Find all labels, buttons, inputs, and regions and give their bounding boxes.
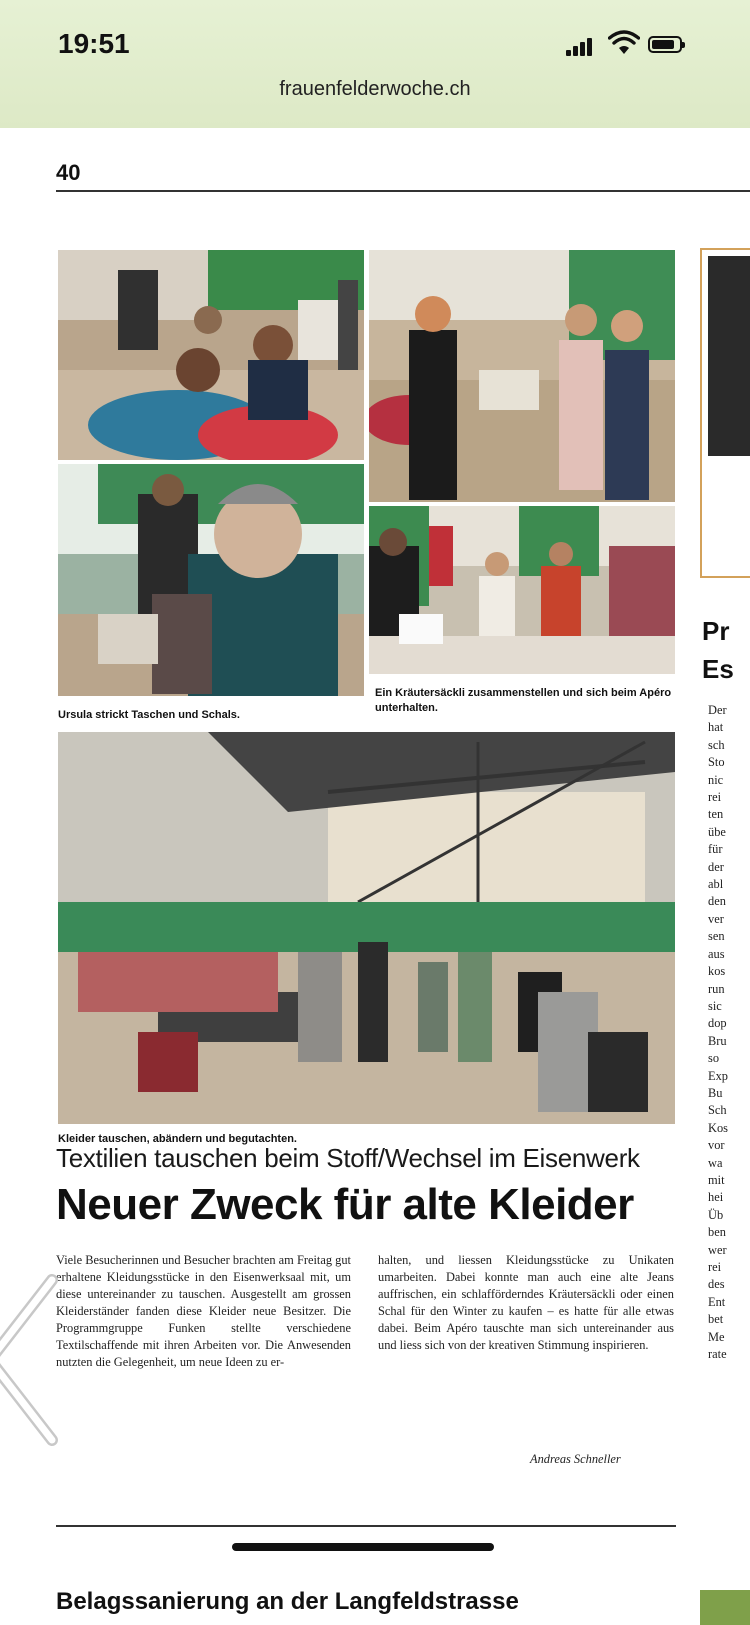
sidebar-text-line: aus bbox=[708, 946, 725, 961]
sidebar-text-line: ten bbox=[708, 807, 724, 822]
sidebar-ad-box[interactable] bbox=[700, 248, 750, 578]
address-bar-url[interactable]: frauenfelderwoche.ch bbox=[279, 78, 471, 100]
sidebar-text-line: run bbox=[708, 981, 725, 996]
sidebar-text-line: rei bbox=[708, 790, 722, 805]
photo-kraeutersaeckli[interactable] bbox=[369, 506, 675, 674]
sidebar-text-line: hei bbox=[708, 1190, 724, 1205]
photo-ursula-knitting[interactable] bbox=[58, 464, 364, 696]
sidebar-text-line: Ent bbox=[708, 1294, 726, 1309]
next-article-headline: Belagssanierung an der Langfeldstrasse bbox=[56, 1588, 519, 1615]
page-number: 40 bbox=[56, 160, 81, 185]
sidebar-text-line: wer bbox=[708, 1242, 727, 1257]
sidebar-text-line: Der bbox=[708, 703, 727, 717]
article-column-1: Viele Besucherinnen und Besucher brachten am Freitag gut erhaltene Kleidungsstücke in den Eisenwerksaal mit, um diese untereinander zu tauschen. Ausgestellt am grossen Kleiderständer fanden diese Kleider neue Besitzer. Die Programmgruppe Funken stellte verschiedene Textilschaffende mit ihren Arbeiten vor. Die Anwesenden nutzten die Gelegenheit, um neue Ideen zu er- bbox=[56, 1253, 351, 1369]
sidebar-text-line: vor bbox=[708, 1138, 725, 1153]
wifi-icon bbox=[608, 30, 640, 56]
sidebar-text-line: den bbox=[708, 894, 726, 909]
sidebar-text-line: dop bbox=[708, 1016, 727, 1031]
sidebar-text-line: mit bbox=[708, 1172, 725, 1187]
sidebar-text-line: abl bbox=[708, 877, 724, 892]
sidebar-text-line: bet bbox=[708, 1312, 724, 1327]
sidebar-text-line: Me bbox=[708, 1329, 725, 1344]
sidebar-text-line: Bru bbox=[708, 1033, 727, 1048]
caption-knitting: Ursula strickt Taschen und Schals. bbox=[58, 709, 240, 721]
article-column-2: halten, und liessen Kleidungsstücke zu Unikaten umarbeiten. Dabei konnte man auch eine alte Jeans auffrischen, ein schlafförderndes Kräutersäckli oder einen Schal für den Winter zu kaufen – es hatte für alle etwas dabei. Beim Apéro tauschte man sich untereinander aus und liess sich von der kreativen Stimmung inspirieren. bbox=[378, 1253, 674, 1352]
home-indicator[interactable] bbox=[232, 1543, 494, 1551]
sidebar-text-line: sch bbox=[708, 737, 725, 752]
sidebar-text-line: kos bbox=[708, 964, 726, 979]
battery-icon bbox=[648, 36, 682, 53]
sidebar-text-line: ben bbox=[708, 1225, 726, 1240]
sidebar-text-line: nic bbox=[708, 772, 724, 787]
sidebar-text-line: Sch bbox=[708, 1103, 727, 1118]
clock: 19:51 bbox=[58, 28, 130, 59]
sidebar-text-line: so bbox=[708, 1051, 720, 1066]
sidebar-text-line: rate bbox=[708, 1347, 727, 1362]
photo-eisenwerk-hall[interactable] bbox=[58, 732, 675, 1124]
sidebar-text-line: ver bbox=[708, 911, 724, 926]
sidebar-text-line: Sto bbox=[708, 755, 725, 770]
sidebar-article-text bbox=[708, 702, 750, 1363]
sidebar-text-line: Exp bbox=[708, 1068, 728, 1083]
sidebar-text-line: der bbox=[708, 859, 724, 874]
sidebar-text-line: Bu bbox=[708, 1085, 723, 1100]
signal-icon bbox=[566, 36, 596, 56]
browser-status-bar bbox=[0, 0, 750, 128]
sidebar-text-line: für bbox=[708, 842, 723, 857]
sidebar-text-line: hat bbox=[708, 720, 724, 735]
sidebar-text-line: wa bbox=[708, 1155, 723, 1170]
photo-workshop-table[interactable] bbox=[58, 250, 364, 460]
sidebar-text-line: übe bbox=[708, 824, 726, 839]
sidebar-text-line: des bbox=[708, 1277, 725, 1292]
sidebar-ad-image bbox=[708, 256, 750, 456]
footer-rule bbox=[56, 1525, 676, 1527]
caption-herbs: Ein Kräutersäckli zusammenstellen und sich beim Apéro unterhalten. bbox=[375, 687, 672, 714]
header-rule bbox=[56, 190, 750, 192]
sidebar-text-line: sen bbox=[708, 929, 725, 944]
sidebar-text-line: Kos bbox=[708, 1120, 728, 1135]
caption-hall: Kleider tauschen, abändern und begutachten. bbox=[58, 1133, 297, 1145]
close-icon[interactable] bbox=[0, 1270, 60, 1450]
photo-women-standing[interactable] bbox=[369, 250, 675, 502]
article-headline: Neuer Zweck für alte Kleider bbox=[56, 1180, 634, 1229]
sidebar-text-line: sic bbox=[708, 998, 722, 1013]
article-author: Andreas Schneller bbox=[530, 1452, 621, 1466]
sidebar-text-line: Üb bbox=[708, 1207, 724, 1222]
article-kicker: Textilien tauschen beim Stoff/Wechsel im Eisenwerk bbox=[56, 1143, 640, 1173]
next-article-thumbnail bbox=[700, 1590, 750, 1625]
sidebar-headline: Pr Es bbox=[702, 616, 734, 684]
sidebar-text-line: rei bbox=[708, 1260, 722, 1274]
